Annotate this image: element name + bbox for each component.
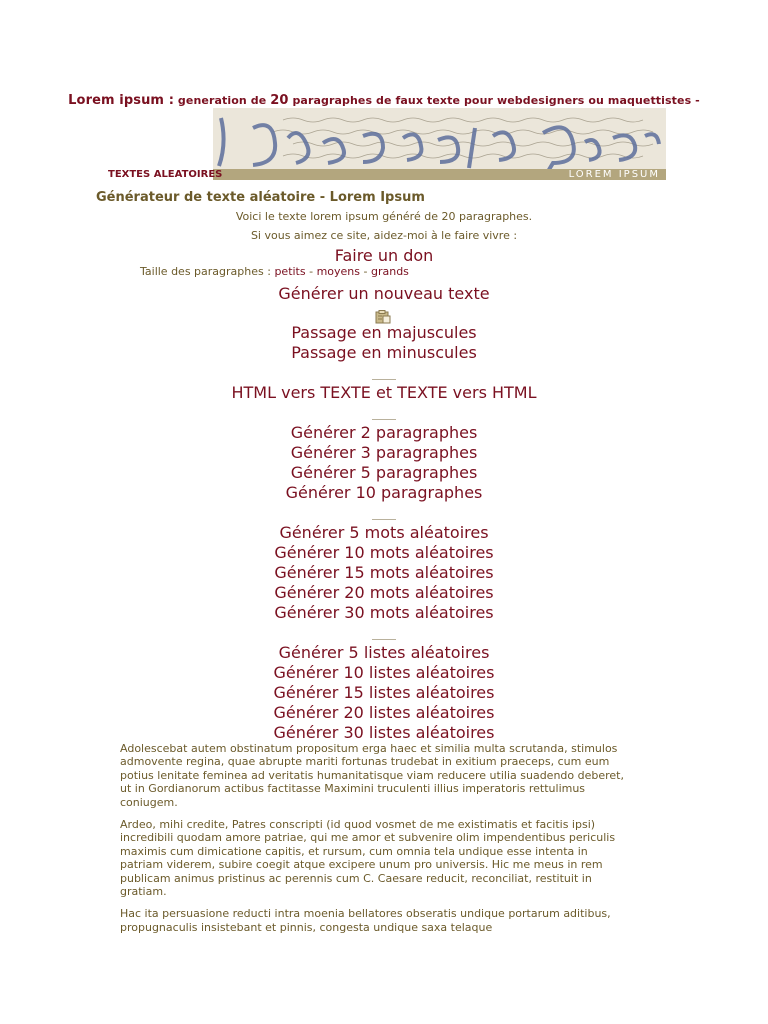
size-grands-link[interactable]: grands [370, 265, 409, 278]
generate-20-lists-link[interactable]: Générer 20 listes aléatoires [273, 703, 495, 722]
generate-10-paragraphs-link[interactable]: Générer 10 paragraphes [285, 483, 483, 502]
intro-text: Voici le texte lorem ipsum généré de 20 paragraphes. [235, 210, 533, 223]
size-label: Taille des paragraphes : [140, 265, 275, 278]
clipboard-icon[interactable] [375, 310, 391, 324]
generate-30-words-link[interactable]: Générer 30 mots aléatoires [274, 603, 494, 622]
page-title: Générateur de texte aléatoire - Lorem Ipsum [96, 190, 425, 205]
lowercase-link[interactable]: Passage en minuscules [291, 343, 477, 362]
generate-5-lists-link[interactable]: Générer 5 listes aléatoires [278, 643, 490, 662]
generate-5-words-link[interactable]: Générer 5 mots aléatoires [279, 523, 489, 542]
textes-aleatoires-label[interactable]: TEXTES ALEATOIRES [108, 169, 223, 180]
title-rest: generation de [174, 94, 271, 107]
generate-new-text-link[interactable]: Générer un nouveau texte [278, 284, 490, 303]
size-moyens-link[interactable]: moyens [316, 265, 361, 278]
size-petits-link[interactable]: petits [274, 265, 306, 278]
generated-paragraph: Ardeo, mihi credite, Patres conscripti (id quod vosmet de me existimatis et facitis ipsi) incredibili quodam amore patriae, qui me amor et subvenire olim impendentibus periculis maximis cum dimicatione capitis, et rursum, cum omnia tela undique esse intenta in patriam viderem, subire coegit atque excipere unum pro universis. Hic me meus in rem publicam animus pristinus ac perennis cum C. Caesare reducit, reconciliat, restituit in gratiam. [120, 818, 616, 899]
support-text: Si vous aimez ce site, aidez-moi à le faire vivre : [250, 229, 518, 242]
generated-text [120, 742, 630, 943]
donate-link[interactable]: Faire un don [334, 246, 434, 265]
generate-10-words-link[interactable]: Générer 10 mots aléatoires [274, 543, 494, 562]
generate-30-lists-link[interactable]: Générer 30 listes aléatoires [273, 723, 495, 742]
site-title [0, 93, 768, 108]
title-count: 20 [270, 93, 289, 108]
html-text-link[interactable]: HTML vers TEXTE et TEXTE vers HTML [231, 383, 537, 402]
paragraph-size-selector: Taille des paragraphes : petits - moyens - grands [140, 265, 409, 278]
generated-paragraph: Hac ita persuasione reducti intra moenia bellatores obseratis undique portarum aditibus, propugnaculis insistebant et pinnis, congesta undique saxa telaque [120, 907, 611, 934]
title-tail: paragraphes de faux texte pour webdesigners ou maquettistes - [288, 94, 700, 107]
generate-15-lists-link[interactable]: Générer 15 listes aléatoires [273, 683, 495, 702]
generate-5-paragraphs-link[interactable]: Générer 5 paragraphes [290, 463, 478, 482]
separator [372, 379, 396, 380]
generate-15-words-link[interactable]: Générer 15 mots aléatoires [274, 563, 494, 582]
uppercase-link[interactable]: Passage en majuscules [291, 323, 477, 342]
generate-10-lists-link[interactable]: Générer 10 listes aléatoires [273, 663, 495, 682]
banner-image [213, 108, 666, 180]
generated-paragraph: Adolescebat autem obstinatum propositum erga haec et similia multa scrutanda, stimulos admovente regina, quae abrupte mariti fortunas trudebat in exitium praeceps, cum eum potius lenitate feminea ad veritatis humanitatisque viam reducere utilia suadendo deberet, ut in Gordianorum actibus factitasse Maximini truculenti illius imperatoris rettulimus coniugem. [120, 742, 624, 809]
banner-label: LOREM IPSUM [568, 169, 660, 180]
separator [372, 519, 396, 520]
title-lorem: Lorem ipsum : [68, 93, 174, 108]
generate-2-paragraphs-link[interactable]: Générer 2 paragraphes [290, 423, 478, 442]
separator [372, 639, 396, 640]
generate-20-words-link[interactable]: Générer 20 mots aléatoires [274, 583, 494, 602]
separator [372, 419, 396, 420]
generate-3-paragraphs-link[interactable]: Générer 3 paragraphes [290, 443, 478, 462]
